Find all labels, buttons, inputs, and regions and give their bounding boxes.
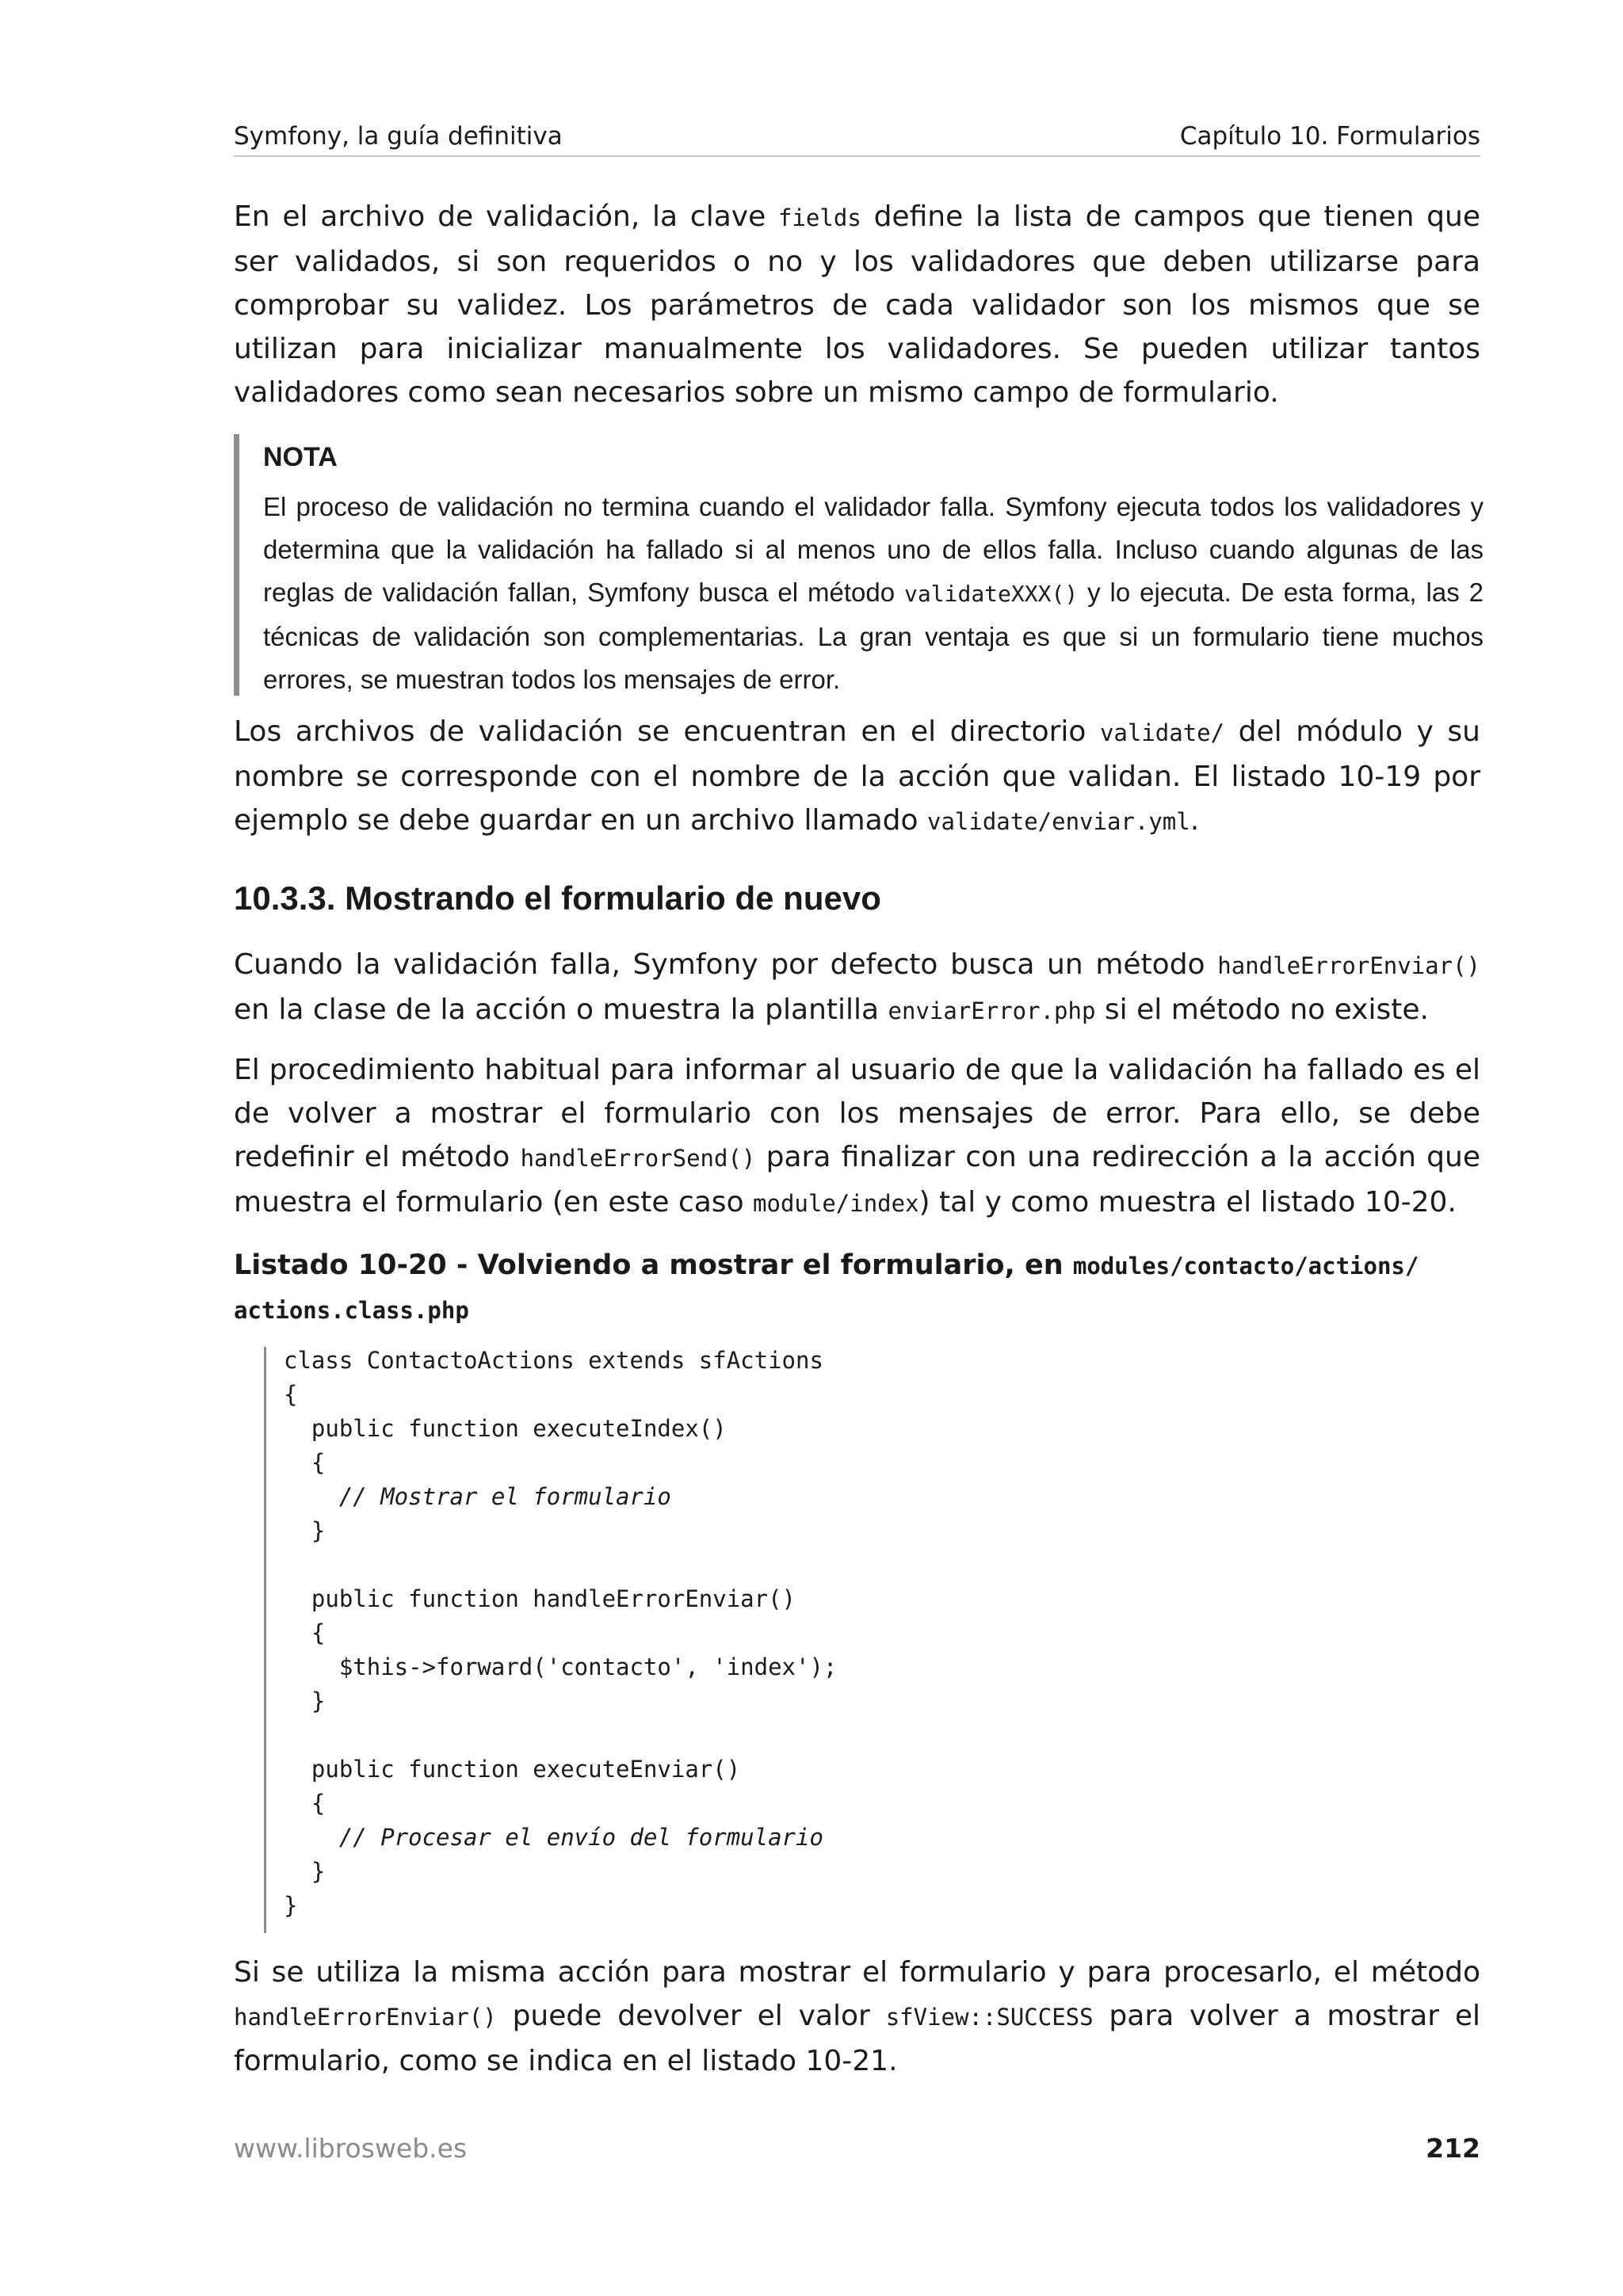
text: para finalizar con una redirección a la acción que muestra el formulario (en este caso bbox=[234, 1141, 1480, 1219]
text: ) tal y como muestra el listado 10-20. bbox=[918, 1186, 1457, 1219]
inline-code-handleerrorsend: handleErrorSend() bbox=[520, 1145, 756, 1172]
code-line: public function executeIndex() bbox=[284, 1415, 727, 1442]
code-comment-line: // Procesar el envío del formulario bbox=[284, 1824, 823, 1851]
code-line: class ContactoActions extends sfActions bbox=[284, 1347, 823, 1374]
inline-code-enviarerror-php: enviarError.php bbox=[888, 997, 1096, 1024]
code-line: { bbox=[284, 1790, 326, 1817]
inline-code-handleerrorenviar: handleErrorEnviar() bbox=[234, 2004, 497, 2031]
code-line: { bbox=[284, 1381, 298, 1408]
paragraph-same-action bbox=[234, 1951, 1480, 2083]
listing-file-path: modules/contacto/actions/ actions.class.php bbox=[234, 1253, 1419, 1324]
text: Los archivos de validación se encuentran en el directorio bbox=[234, 715, 1100, 748]
text: En el archivo de validación, la clave bbox=[234, 200, 779, 233]
text: El procedimiento habitual para informar al usuario de que la validación ha fallado es el de volver a mostrar el formulario con los mensajes de error. Para ello, se debe redefinir el método bbox=[234, 1054, 1480, 1173]
inline-code-validate-dir: validate/ bbox=[1099, 719, 1225, 746]
listing-caption bbox=[234, 1244, 1480, 1333]
header-chapter-title: Capítulo 10. Formularios bbox=[1179, 122, 1480, 151]
text: Si se utiliza la misma acción para mostrar el formulario y para procesarlo, el método bbox=[234, 1956, 1480, 1989]
text: Cuando la validación falla, Symfony por defecto busca un método bbox=[234, 948, 1218, 981]
footer-website-link[interactable]: www.librosweb.es bbox=[234, 2133, 468, 2164]
page-number: 212 bbox=[1426, 2133, 1480, 2164]
paragraph-usual-procedure bbox=[234, 1048, 1480, 1226]
inline-code-fields: fields bbox=[778, 204, 861, 231]
code-line: public function executeEnviar() bbox=[284, 1756, 741, 1783]
code-line: { bbox=[284, 1619, 326, 1646]
inline-code-enviar-yml: validate/enviar.yml bbox=[927, 808, 1190, 835]
text: Listado 10-20 - Volviendo a mostrar el formulario, en bbox=[234, 1249, 1073, 1281]
note-title: NOTA bbox=[263, 442, 338, 472]
text: si el método no existe. bbox=[1095, 994, 1429, 1026]
code-line: public function handleErrorEnviar() bbox=[284, 1585, 796, 1612]
text: para volver a mostrar el formulario, como se indica en el listado 10-21. bbox=[234, 2000, 1480, 2077]
code-line: } bbox=[284, 1892, 298, 1919]
inline-code-sfview-success: sfView::SUCCESS bbox=[885, 2004, 1094, 2031]
page-header bbox=[234, 119, 1480, 157]
note-text bbox=[263, 486, 1484, 701]
text: . bbox=[1190, 804, 1200, 837]
code-line: { bbox=[284, 1449, 326, 1476]
text: puede devolver el valor bbox=[496, 2000, 886, 2032]
note-box bbox=[234, 434, 1486, 696]
code-line: } bbox=[284, 1688, 326, 1714]
text: El proceso de validación no termina cuando el validador falla. Symfony ejecuta todos los validadores y determina que la validación ha fallado si al menos uno de ellos falla. Incluso cuando algunas de las reglas de validación fallan, Symfony busca el método bbox=[263, 492, 1484, 607]
text: define la lista de campos que tienen que ser validados, si son requeridos o no y los validadores que deben utilizarse para comprobar su validez. Los parámetros de cada validador son los mismos que se utilizan para inicializar manualmente los validadores. Se pueden utilizar tantos validadores como sean necesarios sobre un mismo campo de formulario. bbox=[234, 200, 1481, 409]
section-heading: 10.3.3. Mostrando el formulario de nuevo bbox=[234, 879, 881, 917]
code-line: $this->forward('contacto', 'index'); bbox=[284, 1653, 838, 1680]
paragraph-validation-directory bbox=[234, 710, 1480, 844]
code-comment-line: // Mostrar el formulario bbox=[284, 1483, 671, 1510]
text: del módulo y su nombre se corresponde con el nombre de la acción que validan. El listado 10-19 por ejemplo se debe guardar en un archivo llamado bbox=[234, 715, 1480, 837]
text: y lo ejecuta. De esta forma, las 2 técnicas de validación son complementarias. La gran ventaja es que si un formulario tiene muchos errores, se muestran todos los mensajes de error. bbox=[263, 578, 1484, 694]
inline-code-handleerrorenviar: handleErrorEnviar() bbox=[1217, 952, 1480, 979]
inline-code-validatexxx: validateXXX() bbox=[904, 581, 1079, 607]
code-line: } bbox=[284, 1858, 326, 1885]
paragraph-validation-fails bbox=[234, 943, 1480, 1033]
code-line: } bbox=[284, 1517, 326, 1544]
inline-code-module-index: module/index bbox=[753, 1190, 919, 1217]
text: en la clase de la acción o muestra la plantilla bbox=[234, 994, 888, 1026]
code-block bbox=[264, 1347, 1483, 1933]
header-book-title: Symfony, la guía definitiva bbox=[234, 122, 563, 151]
paragraph-validation-file bbox=[234, 195, 1480, 414]
